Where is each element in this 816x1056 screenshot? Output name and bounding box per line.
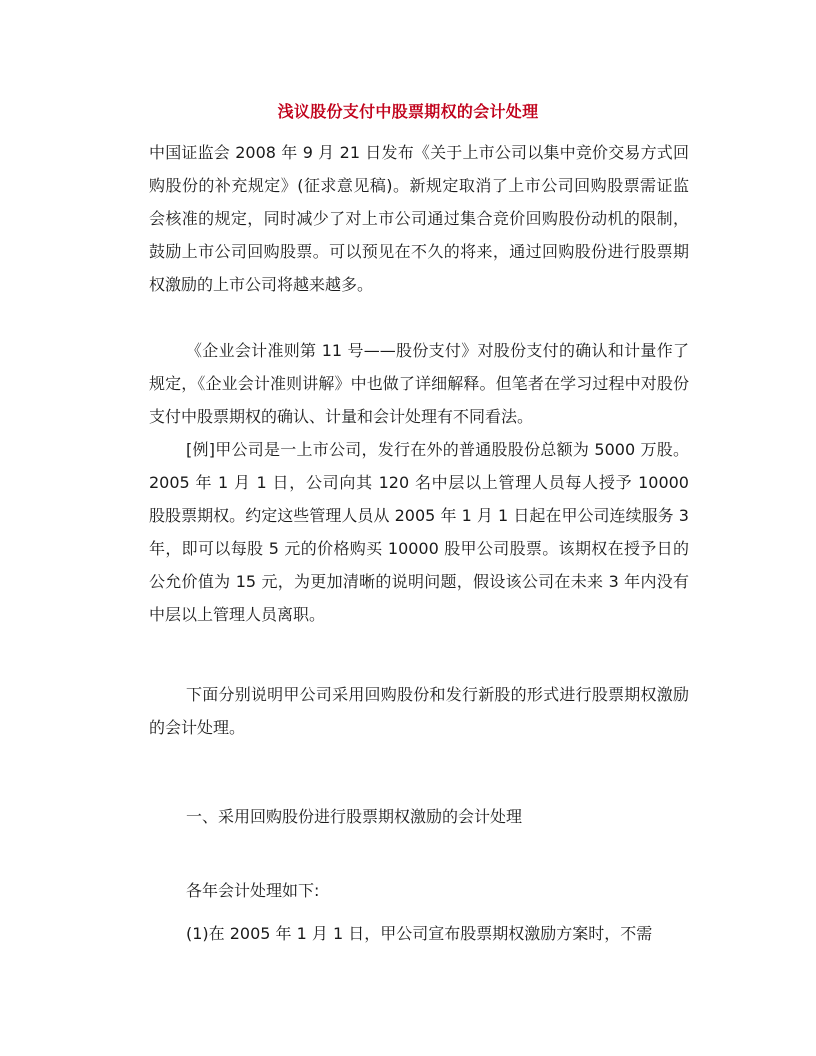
subheading: 各年会计处理如下: xyxy=(186,881,320,900)
list-item-1: (1)在 2005 年 1 月 1 日，甲公司宣布股票期权激励方案时，不需 xyxy=(186,924,653,943)
paragraph-intro: 中国证监会 2008 年 9 月 21 日发布《关于上市公司以集中竞价交易方式回购股份的补充规定》(征求意见稿)。新规定取消了上市公司回购股票需证监会核准的规定，同时减少了对上市公司通过集合竞价回购股份动机的限制，鼓励上市公司回购股票。可以预见在不久的将来，通过回购股份进行股票期权激励的上市公司将越来越多。 xyxy=(149,143,689,294)
paragraph-overview: 下面分别说明甲公司采用回购股份和发行新股的形式进行股票期权激励的会计处理。 xyxy=(149,685,689,737)
section-heading: 一、采用回购股份进行股票期权激励的会计处理 xyxy=(186,807,523,826)
paragraph-standard: 《企业会计准则第 11 号——股份支付》对股份支付的确认和计量作了规定，《企业会计准则讲解》中也做了详细解释。但笔者在学习过程中对股份支付中股票期权的确认、计量和会计处理有不同看法。 xyxy=(149,341,689,426)
paragraph-example: [例]甲公司是一上市公司，发行在外的普通股股份总额为 5000 万股。2005 年 1 月 1 日，公司向其 120 名中层以上管理人员每人授予 10000 股股票期权。约定这些管理人员从 2005 年 1 月 1 日起在甲公司连续服务 3 年，即可以每股 5 元的价格购买 10000 股甲公司股票。该期权在授予日的公允价值为 15 元，为更加清晰的说明问题，假设该公司在未来 3 年内没有中层以上管理人员离职。 xyxy=(149,440,689,624)
document-title: 浅议股份支付中股票期权的会计处理 xyxy=(277,102,539,121)
